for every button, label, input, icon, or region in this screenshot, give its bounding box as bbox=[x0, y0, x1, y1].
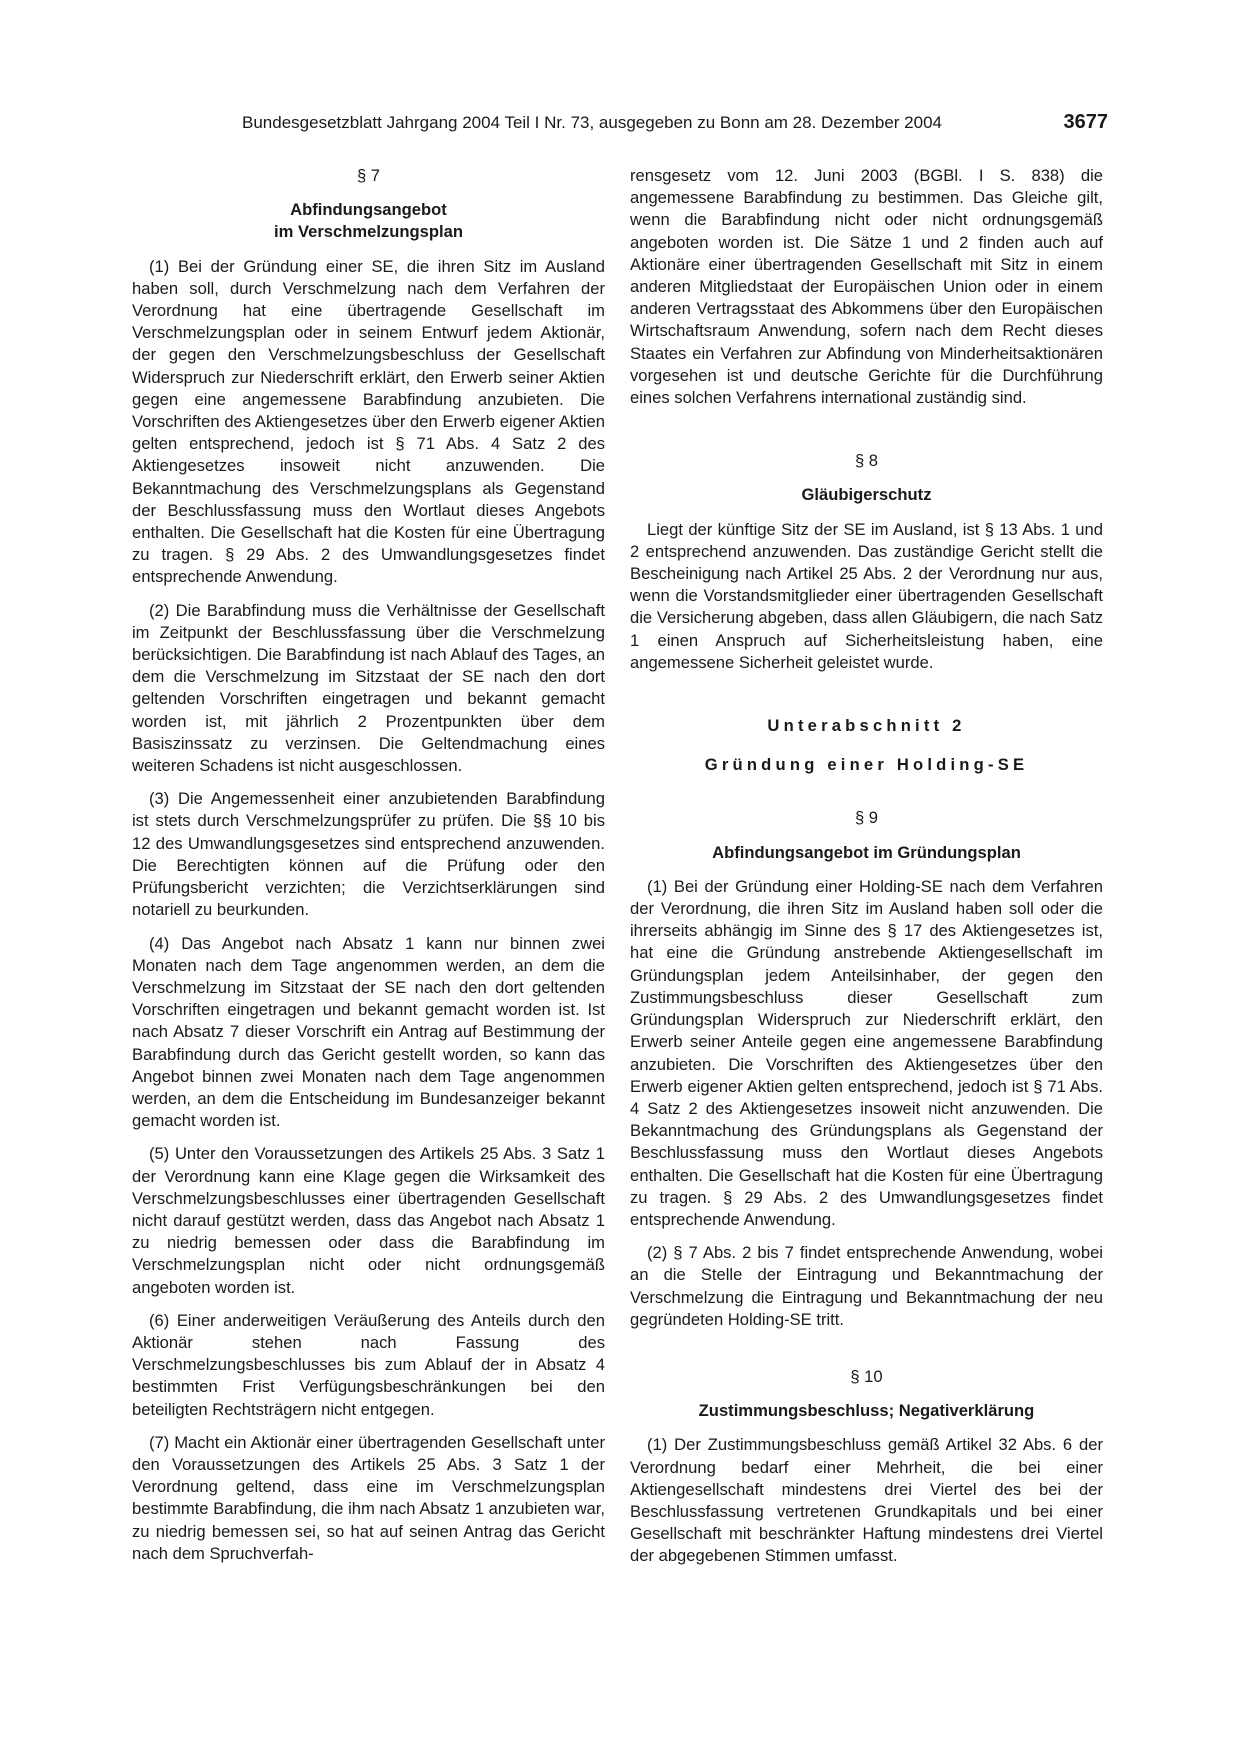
right-column bbox=[630, 165, 1103, 1579]
section-8-number: § 8 bbox=[854, 451, 879, 471]
section-7-paragraph-3: (3) Die Angemessenheit einer anzubietenden Barabfindung ist stets durch Verschmelzungsprüfer zu prüfen. Die §§ 10 bis 12 des Umwandlungsgesetzes sind entsprechend anzuwenden. Die Berechtigten können auf die Prüfung oder den Prüfungsbericht verzichten; die Verzichtserklärungen sind notariell zu beurkunden. bbox=[132, 789, 605, 920]
section-7-paragraph-5: (5) Unter den Voraussetzungen des Artikels 25 Abs. 3 Satz 1 der Verordnung kann eine Klage gegen die Wirksamkeit des Verschmelzungsbeschlusses einer übertragenden Gesellschaft nicht darauf gestützt werden, dass das Angebot nach Absatz 1 zu niedrig bemessen oder dass die Barabfindung im Verschmelzungsplan nicht oder nicht ordnungsgemäß angeboten worden ist. bbox=[132, 1144, 605, 1297]
section-8-title: Gläubigerschutz bbox=[801, 485, 932, 505]
section-10-number: § 10 bbox=[850, 1366, 883, 1386]
subsection-title: Gründung einer Holding-SE bbox=[704, 755, 1029, 775]
subsection-label: Unterabschnitt 2 bbox=[767, 716, 966, 736]
section-10-paragraph-1: (1) Der Zustimmungsbeschluss gemäß Artikel 32 Abs. 6 der Verordnung bedarf einer Mehrheit, die bei einer Aktiengesellschaft mindestens drei Viertel des bei der Beschlussfassung vertretenen Grundkapitals und bei einer Gesellschaft mit beschränkter Haftung mindestens drei Viertel der abgegebenen Stimmen umfasst. bbox=[630, 1435, 1103, 1566]
section-7-number: § 7 bbox=[356, 166, 381, 185]
section-9-number: § 9 bbox=[854, 808, 879, 828]
section-7-paragraph-4: (4) Das Angebot nach Absatz 1 kann nur binnen zwei Monaten nach dem Tage angenommen werden, an dem die Verschmelzung im Sitzstaat der SE nach den dort geltenden Vorschriften eingetragen und bekannt gemacht worden ist. Ist nach Absatz 7 dieser Vorschrift ein Antrag auf Bestimmung der Barabfindung durch das Gericht gestellt worden, so kann das Angebot binnen zwei Monaten nach dem Tage angenommen werden, an dem die Entscheidung im Bundesanzeiger bekannt gemacht worden ist. bbox=[132, 933, 605, 1131]
section-9-paragraph-1: (1) Bei der Gründung einer Holding-SE nach dem Verfahren der Verordnung, die ihren Sitz im Ausland haben soll oder die ihrerseits abhängig im Sinne des § 17 des Aktiengesetzes ist, hat eine die Gründung anstrebende Aktiengesellschaft im Gründungsplan jedem Anteilsinhaber, der gegen den Zustimmungsbeschluss dieser Gesellschaft zum Gründungsplan Widerspruch zur Niederschrift erklärt, den Erwerb seiner Anteile gegen eine angemessene Barabfindung anzubieten. Die Vorschriften des Aktiengesetzes über den Erwerb eigener Aktien gelten entsprechend, jedoch ist § 71 Abs. 4 Satz 2 des Aktiengesetzes insoweit nicht anzuwenden. Die Bekanntmachung des Gründungsplans als Gegenstand der Beschlussfassung muss den Wortlaut dieses Angebots enthalten. Die Gesellschaft hat die Kosten für eine Übertragung zu tragen. § 29 Abs. 2 des Umwandlungsgesetzes findet entsprechende Anwendung. bbox=[630, 876, 1103, 1229]
section-7-paragraph-1: (1) Bei der Gründung einer SE, die ihren Sitz im Ausland haben soll, durch Verschmelzung nach dem Verfahren der Verordnung hat eine übertragende Gesellschaft im Verschmelzungsplan oder in seinem Entwurf jedem Aktionär, der gegen den Verschmelzungsbeschluss der Gesellschaft Widerspruch zur Niederschrift erklärt, den Erwerb seiner Aktien gegen eine angemessene Barabfindung anzubieten. Die Vorschriften des Aktiengesetzes über den Erwerb eigener Aktien gelten entsprechend, jedoch ist § 71 Abs. 4 Satz 2 des Aktiengesetzes insoweit nicht anzuwenden. Die Bekanntmachung des Verschmelzungsplans als Gegenstand der Beschlussfassung muss den Wortlaut dieses Angebots enthalten. Die Gesellschaft hat die Kosten für eine Übertragung zu tragen. § 29 Abs. 2 des Umwandlungsgesetzes findet entsprechende Anwendung. bbox=[132, 256, 605, 587]
section-7-paragraph-2: (2) Die Barabfindung muss die Verhältnisse der Gesellschaft im Zeitpunkt der Beschlussfassung über die Verschmelzung berücksichtigen. Die Barabfindung ist nach Ablauf des Tages, an dem die Verschmelzung im Sitzstaat der SE nach den dort geltenden Vorschriften eingetragen und bekannt gemacht worden ist, mit jährlich 2 Prozentpunkten über dem Basiszinssatz zu verzinsen. Die Geltendmachung eines weiteren Schadens ist nicht ausgeschlossen. bbox=[132, 600, 605, 776]
section-7-paragraph-7-continued: rensgesetz vom 12. Juni 2003 (BGBl. I S. 838) die angemessene Barabfindung zu bestimmen. Das Gleiche gilt, wenn die Barabfindung nicht oder nicht ordnungsgemäß angeboten worden ist. Die Sätze 1 und 2 finden auch auf Aktionäre einer übertragenden Gesellschaft mit Sitz in einem anderen Mitgliedstaat der Europäischen Union oder in einem anderen Vertragsstaat des Abkommens über den Europäischen Wirtschaftsraum Anwendung, sofern nach dem Recht dieses Staates ein Verfahren zur Abfindung von Minderheitsaktionären vorgesehen ist und deutsche Gerichte für die Durchführung eines solchen Verfahrens international zuständig sind. bbox=[630, 166, 1103, 408]
page-number: 3677 bbox=[1063, 111, 1108, 133]
section-8-paragraph: Liegt der künftige Sitz der SE im Ausland, ist § 13 Abs. 1 und 2 entsprechend anzuwenden. Das zuständige Gericht stellt die Bescheinigung nach Artikel 25 Abs. 2 der Verordnung nur aus, wenn die Vorstandsmitglieder einer übertragenden Gesellschaft die Versicherung abgeben, dass allen Gläubigern, die nach Satz 1 einen Anspruch auf Sicherheitsleistung haben, eine angemessene Sicherheit geleistet wurde. bbox=[630, 519, 1103, 672]
page-header bbox=[130, 111, 1108, 139]
section-7-title-line-1: Abfindungsangebot bbox=[290, 200, 447, 220]
publication-header: Bundesgesetzblatt Jahrgang 2004 Teil I Nr. 73, ausgegeben zu Bonn am 28. Dezember 2004 bbox=[242, 113, 942, 132]
section-9-title: Abfindungsangebot im Gründungsplan bbox=[712, 842, 1021, 862]
section-7-title-line-2: im Verschmelzungsplan bbox=[273, 222, 464, 242]
section-9-paragraph-2: (2) § 7 Abs. 2 bis 7 findet entsprechende Anwendung, wobei an die Stelle der Eintragung und Bekanntmachung der Verschmelzung die Eintragung und Bekanntmachung der neu gegründeten Holding-SE tritt. bbox=[630, 1243, 1103, 1329]
section-7-title bbox=[132, 199, 605, 243]
section-10-title: Zustimmungsbeschluss; Negativerklärung bbox=[698, 1401, 1035, 1421]
section-7-paragraph-7: (7) Macht ein Aktionär einer übertragenden Gesellschaft unter den Voraussetzungen des Artikels 25 Abs. 3 Satz 1 der Verordnung geltend, dass eine im Verschmelzungsplan bestimmte Barabfindung, die ihm nach Absatz 1 anzubieten war, zu niedrig bemessen sei, so hat auf seinen Antrag das Gericht nach dem Spruchverfah- bbox=[132, 1432, 605, 1563]
left-column bbox=[132, 165, 605, 1576]
section-7-paragraph-6: (6) Einer anderweitigen Veräußerung des Anteils durch den Aktionär stehen nach Fassung des Verschmelzungsbeschlusses bis zum Ablauf der in Absatz 4 bestimmten Frist Verfügungsbeschränkungen bei den beteiligten Rechtsträgern nicht entgegen. bbox=[132, 1310, 605, 1419]
